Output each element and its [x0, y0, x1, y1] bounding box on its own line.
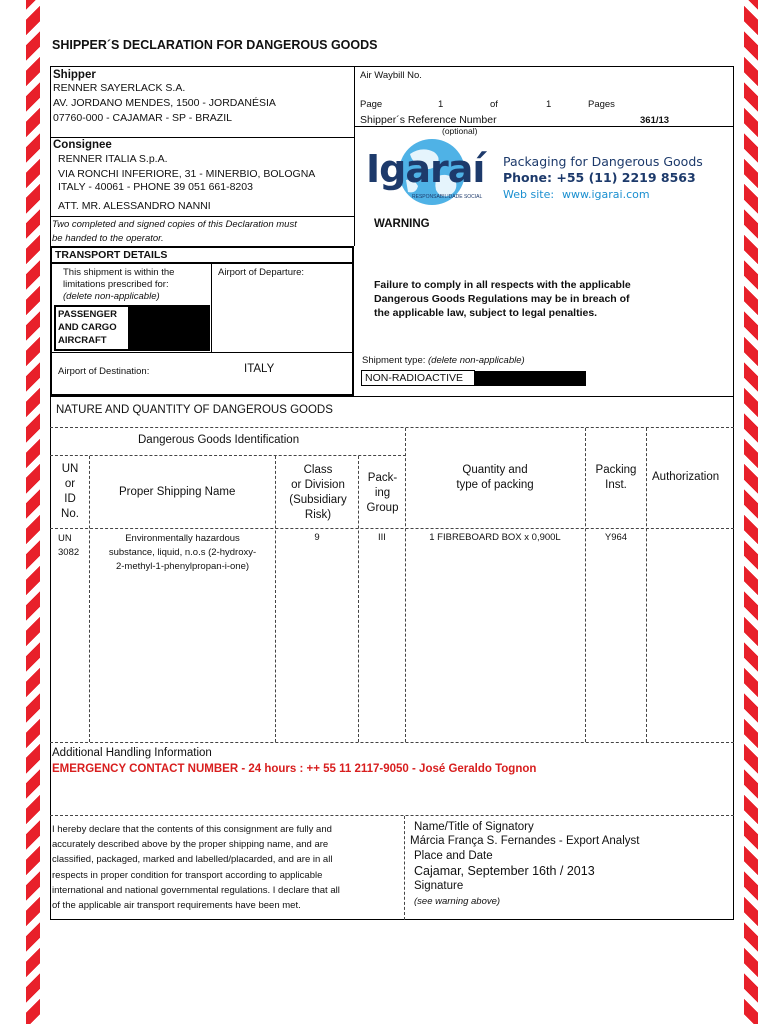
limitation-text: limitations prescribed for:: [63, 279, 169, 290]
limitation-text: This shipment is within the: [63, 267, 175, 278]
warning-text: Dangerous Goods Regulations may be in breach of: [374, 293, 630, 305]
page-label: Page: [360, 99, 383, 110]
limitation-note: (delete non-applicable): [63, 291, 160, 302]
row-un-number: [58, 532, 79, 560]
of-label: of: [490, 99, 498, 110]
emergency-contact: EMERGENCY CONTACT NUMBER - 24 hours : ++ 55 11 2117-9050 - José Geraldo Tognon: [52, 763, 537, 775]
signature-note: (see warning above): [414, 896, 501, 907]
declaration-line: respects in proper condition for transport according to applicable: [52, 869, 323, 881]
reference-number: 361/13: [640, 115, 670, 126]
header-quantity-line: Quantity and: [462, 464, 528, 476]
header-packing-group-line: ing: [374, 487, 391, 499]
header-class-line: Class: [303, 464, 333, 476]
header-quantity-line: type of packing: [456, 479, 534, 491]
logo-line: Packaging for Dangerous Goods: [503, 154, 703, 169]
aircraft-type-line: AIRCRAFT: [58, 335, 107, 346]
logo-tagline: RESPONSABILIDADE SOCIAL: [412, 194, 483, 200]
header-packing-inst-line: Packing: [595, 464, 637, 476]
warning-text: the applicable law, subject to legal penalties.: [374, 307, 598, 319]
goods-section-title: NATURE AND QUANTITY OF DANGEROUS GOODS: [56, 404, 333, 416]
copies-note: be handed to the operator.: [52, 233, 164, 244]
page-total: 1: [546, 99, 552, 110]
header-class-line: or Division: [291, 479, 345, 491]
place-date-value: Cajamar, September 16th / 2013: [414, 864, 595, 878]
header-packing-group-line: Group: [366, 502, 399, 514]
aircraft-type-line: AND CARGO: [58, 322, 117, 333]
header-class-line: (Subsidiary: [289, 494, 347, 506]
optional-note: (optional): [442, 126, 478, 136]
declaration-line: international and national governmental regulations. I declare that all: [52, 884, 340, 896]
row-quantity: 1 FIBREBOARD BOX x 0,900L: [429, 532, 561, 543]
declaration-text: [52, 822, 340, 913]
hazard-border-right: [744, 0, 758, 1024]
pages-label: Pages: [588, 99, 615, 110]
warning-title: WARNING: [374, 218, 430, 230]
shipment-type-label: [362, 355, 525, 366]
row-shipping-name-line: 2-methyl-1-phenylpropan-i-one): [115, 561, 250, 572]
shipment-type-value: NON-RADIOACTIVE: [365, 372, 464, 384]
header-packing-inst-line: Inst.: [605, 479, 627, 491]
header-packing-group: [360, 471, 405, 516]
hazard-border-left: [26, 0, 40, 1024]
logo-phone: Phone: +55 (11) 2219 8563: [503, 170, 696, 185]
page-number: 1: [438, 99, 444, 110]
row-shipping-name: [90, 532, 275, 574]
place-date-label: Place and Date: [414, 850, 493, 862]
consignee-attention: ATT. MR. ALESSANDRO NANNI: [58, 200, 211, 212]
consignee-line: VIA RONCHI INFERIORE, 31 - MINERBIO, BOLOGNA: [58, 168, 316, 180]
declaration-line: of the applicable air transport requirements have been met.: [52, 900, 301, 912]
signatory-name-value: Márcia França S. Fernandes - Export Analyst: [410, 835, 640, 847]
shipper-label: Shipper: [53, 69, 96, 81]
transport-title: TRANSPORT DETAILS: [55, 249, 168, 261]
header-un: [52, 462, 88, 522]
header-class: [277, 463, 359, 523]
row-shipping-name-line: Environmentally hazardous: [125, 533, 240, 544]
handling-label: Additional Handling Information: [52, 747, 212, 759]
header-proper-shipping-name: Proper Shipping Name: [119, 486, 236, 498]
declaration-line: accurately described above by the proper shipping name, and are: [52, 839, 329, 851]
header-un-line: UN: [61, 463, 79, 475]
header-un-line: or: [64, 478, 76, 490]
declaration-line: classified, packaged, marked and labelled/placarded, and are in all: [52, 854, 333, 866]
shipper-line: RENNER SAYERLACK S.A.: [53, 82, 186, 94]
aircraft-type: [56, 307, 128, 349]
row-un-line: UN: [58, 533, 72, 544]
departure-label: Airport of Departure:: [218, 267, 305, 278]
warning-text: Failure to comply in all respects with the applicable: [374, 279, 631, 291]
consignee-label: Consignee: [53, 139, 112, 151]
header-class-line: Risk): [304, 509, 332, 521]
signature-label: Signature: [414, 880, 464, 892]
header-un-line: No.: [61, 508, 79, 520]
redaction-block: [475, 371, 586, 386]
consignee-line: RENNER ITALIA S.p.A.: [58, 153, 168, 165]
row-un-line: 3082: [58, 547, 80, 558]
destination-label: Airport of Destination:: [58, 366, 150, 377]
consignee-line: ITALY - 40061 - PHONE 39 051 661-8203: [58, 181, 253, 193]
destination-value: ITALY: [244, 363, 275, 375]
header-un-line: ID: [64, 493, 76, 505]
goods-ident-title: Dangerous Goods Identification: [138, 434, 300, 446]
form-title: SHIPPER´S DECLARATION FOR DANGEROUS GOODS: [52, 38, 378, 52]
awb-label: Air Waybill No.: [360, 70, 422, 81]
logo-wordmark: Igaraí: [366, 147, 485, 191]
header-quantity: [406, 463, 584, 493]
reference-label: Shipper´s Reference Number: [360, 114, 497, 126]
row-packing-group: III: [378, 532, 386, 543]
logo-website-label: Web site:: [503, 188, 555, 201]
shipment-type-text: Shipment type:: [362, 355, 426, 366]
shipper-line: AV. JORDANO MENDES, 1500 - JORDANÉSIA: [53, 97, 276, 109]
copies-note: Two completed and signed copies of this Declaration must: [52, 219, 297, 230]
logo-website-url: www.igarai.com: [562, 188, 650, 201]
declaration-line: I hereby declare that the contents of this consignment are fully and: [52, 824, 332, 835]
header-packing-group-line: Pack-: [367, 472, 398, 484]
shipment-type-note: (delete non-applicable): [428, 355, 525, 366]
signatory-name-label: Name/Title of Signatory: [414, 821, 534, 833]
header-packing-inst: [586, 463, 646, 493]
header-authorization: Authorization: [652, 471, 720, 483]
row-shipping-name-line: substance, liquid, n.o.s (2-hydroxy-: [108, 547, 257, 558]
aircraft-type-line: PASSENGER: [58, 309, 117, 320]
shipper-line: 07760-000 - CAJAMAR - SP - BRAZIL: [53, 112, 232, 124]
row-packing-inst: Y964: [604, 532, 628, 543]
row-class: 9: [314, 532, 320, 543]
